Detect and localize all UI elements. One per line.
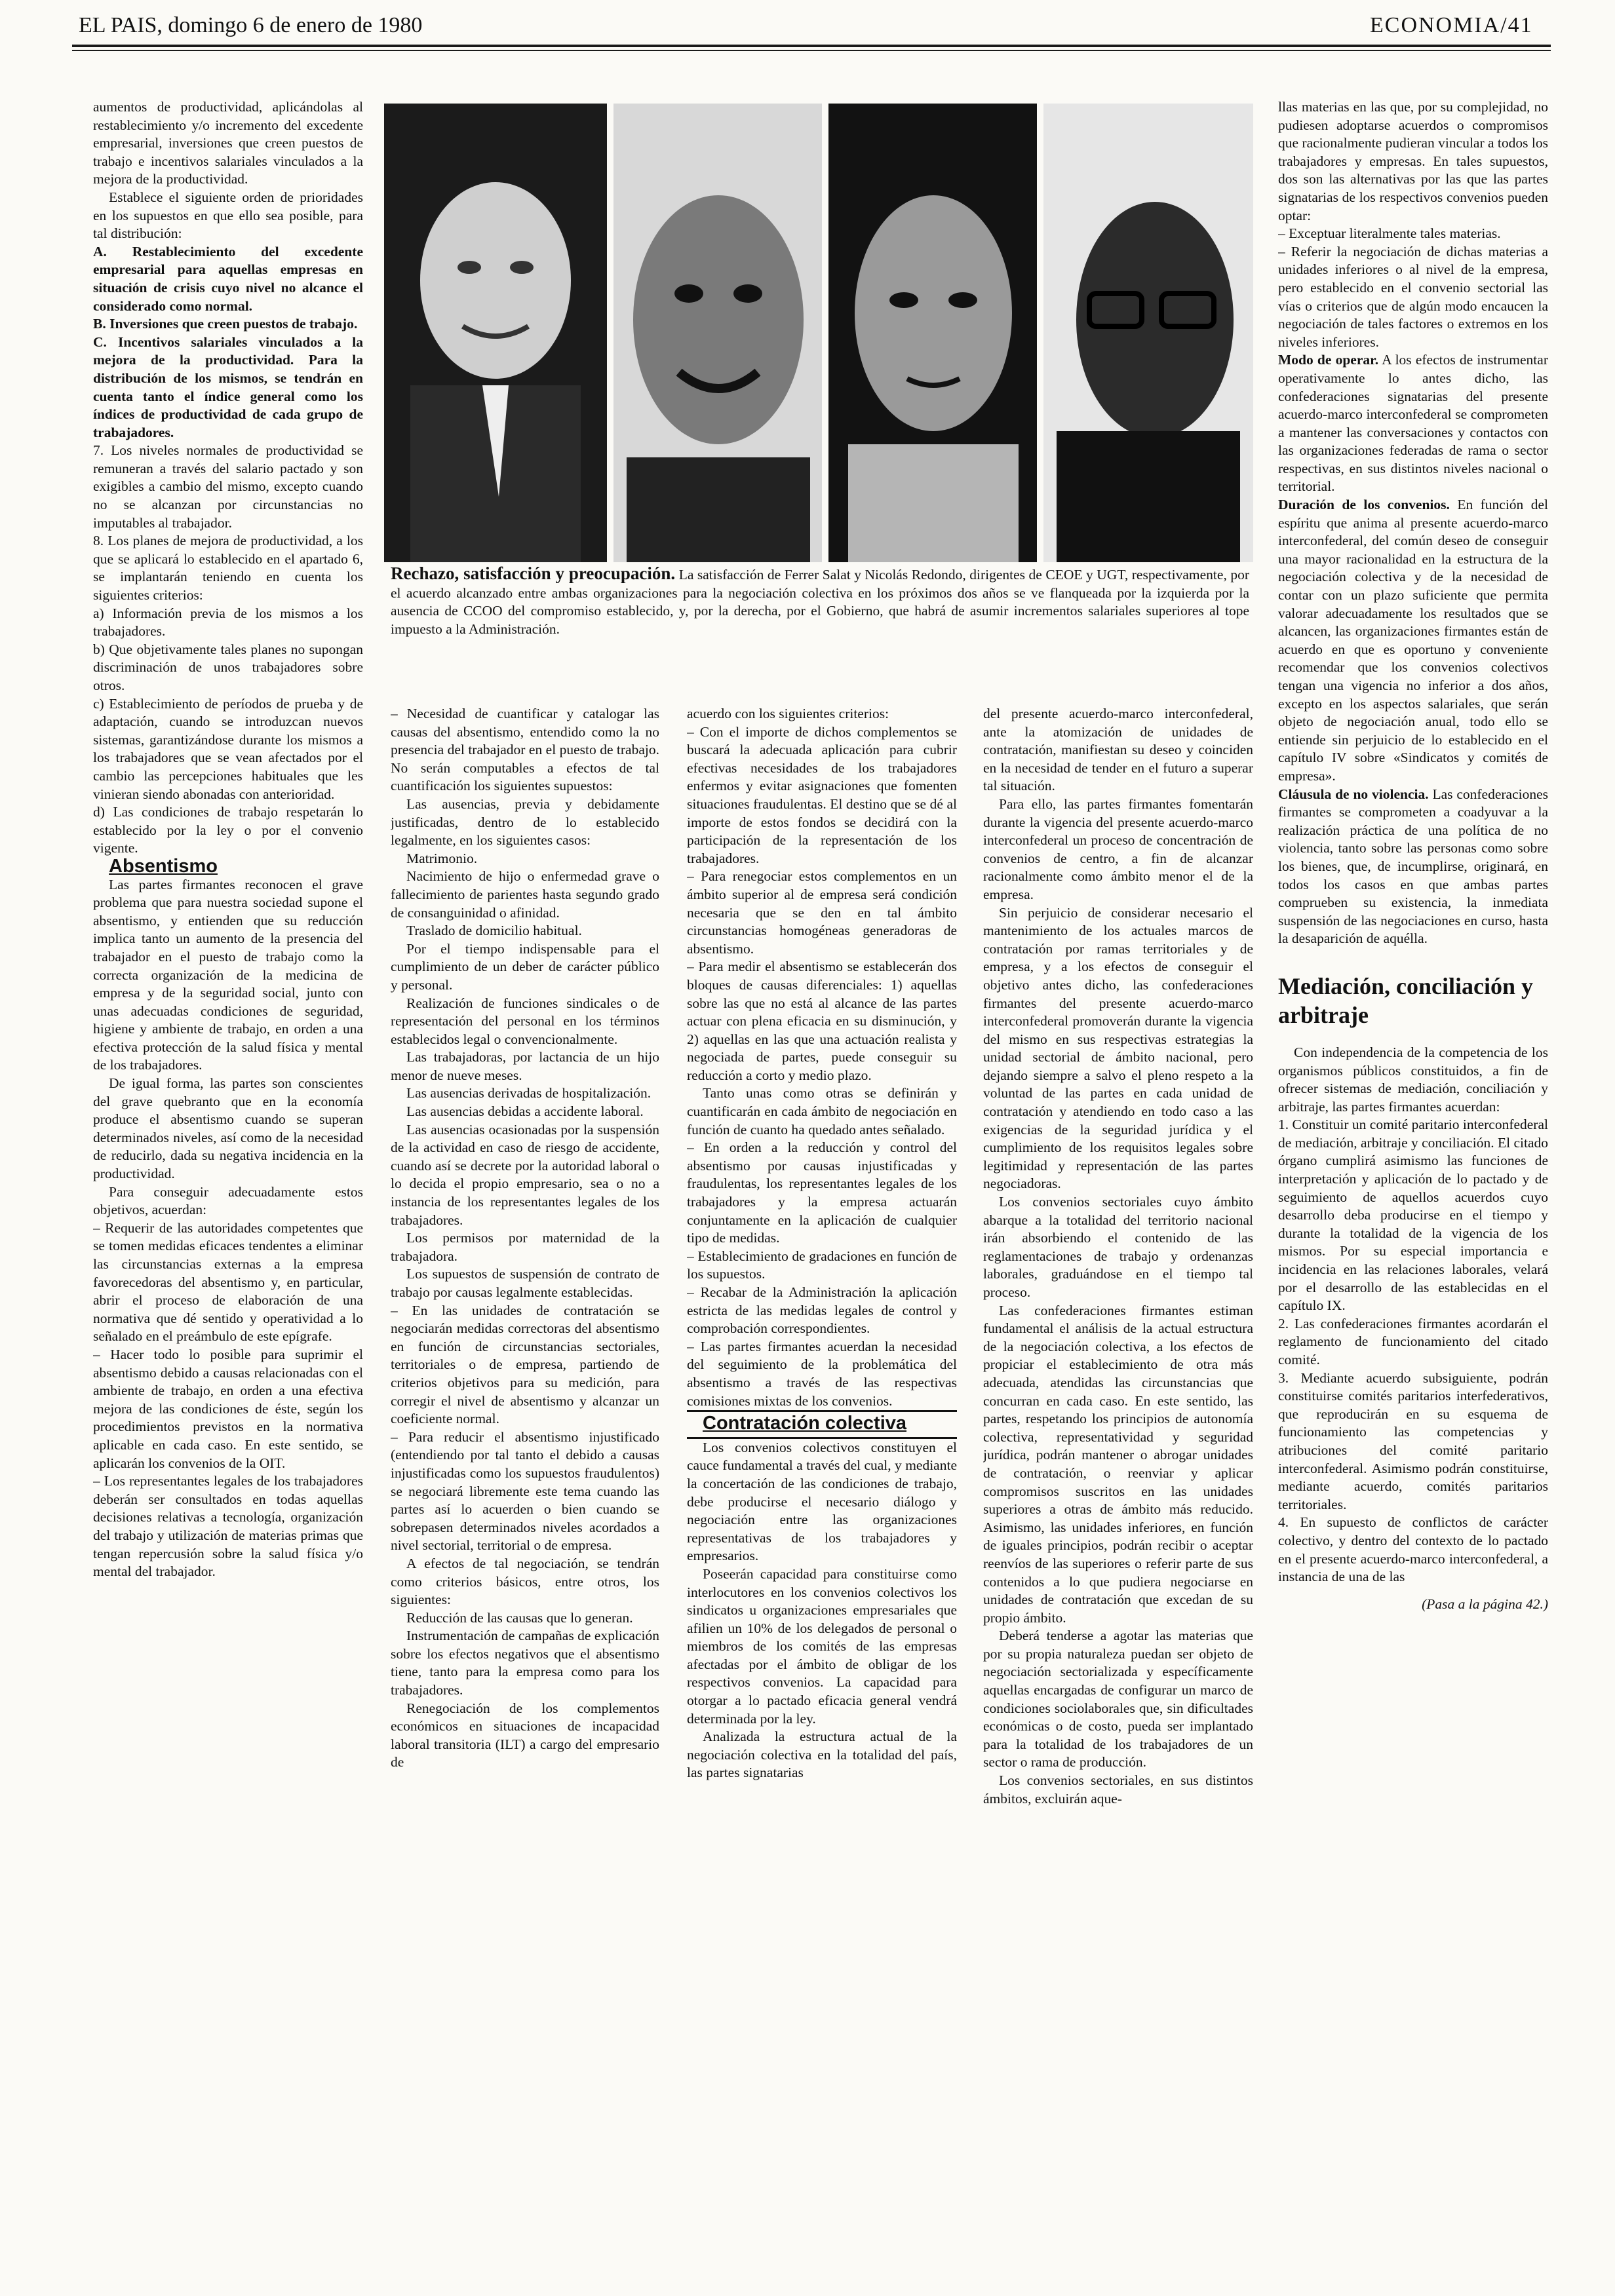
portrait-photo-2	[613, 104, 822, 562]
paragraph: Deberá tenderse a agotar las materias que por su propia naturaleza puedan ser objeto de negociación sectorializada y específicamente aquellas encargadas de configurar un marco de condiciones sociolaborales que, sin dificultades económicas o de costo, pueda ser implantado para la totalidad de los trabajadores de un sector o rama de producción.	[983, 1628, 1253, 1770]
portrait-photo-4	[1043, 104, 1253, 562]
paragraph: – Los representantes legales de los trabajadores deberán ser consultados en todas aquellas decisiones relativas a tecnología, organización del trabajo y utilización de materias primas que tengan repercusión sobre la salud física y/o mental del trabajador.	[93, 1473, 363, 1580]
paragraph: acuerdo con los siguientes criterios:	[687, 706, 889, 721]
paragraph: llas materias en las que, por su complejidad, no pudiesen adoptarse acuerdos o compromisos que racionalmente pudieran vincular a todos los trabajadores y empresas. En tales supuestos, dos son las alternativas por las que las partes signatarias de los respectivos convenios pueden optar:	[1278, 99, 1548, 223]
paragraph	[1278, 786, 1548, 948]
paragraph: – Las partes firmantes acuerdan la necesidad del seguimiento de la problemática del absentismo a través de las respectivas comisiones mixtas de los convenios.	[687, 1338, 957, 1409]
paragraph: Con independencia de la competencia de los organismos públicos constituidos, a fin de ofrecer sistemas de mediación, conciliación y arbitraje, las partes firmantes acuerdan:	[1278, 1044, 1548, 1115]
newspaper-date: EL PAIS, domingo 6 de enero de 1980	[79, 13, 423, 37]
header-rule-thin	[72, 50, 1551, 51]
paragraph: Los supuestos de suspensión de contrato de trabajo por causas legalmente establecidas.	[391, 1266, 659, 1300]
list-item: a) Información previa de los mismos a los trabajadores.	[93, 605, 363, 640]
paragraph: Las confederaciones firmantes estiman fundamental el análisis de la actual estructura de la negociación colectiva, a los efectos de propiciar el establecimiento de otra más adecuada, atendidas las circunstancias que concurran en cada caso. En este sentido, las partes, respetando los principios de autonomía colectiva, representatividad y seguridad jurídica, podrán mantener o abrogar unidades de contratación, o reenviar y aplicar compromisos suscritos en las unidades superiores a otras de ámbito más reducido. Asimismo, las unidades inferiores, en función de iguales principios, podrán recibir o aceptar reenvíos de las superiores o referir parte de sus contenidos a lo que pudiera negociarse en unidades de contratación que excedan de su propio ámbito.	[983, 1302, 1253, 1626]
paragraph: – Referir la negociación de dichas materias a unidades inferiores o al nivel de la empresa, pero establecido en el convenio sectorial las vías o criterios que de algún modo encaucen la negociación de tales factores o extremos en los niveles inferiores.	[1278, 243, 1548, 350]
list-item: c) Establecimiento de períodos de prueba y de adaptación, cuando se introduzcan nuevos sistemas, garantizándose durante los mismos a los trabajadores que se vean afectados por el cambio las percepciones habituales que les vinieran siendo abonadas con anterioridad.	[93, 695, 363, 802]
paragraph	[1278, 496, 1548, 786]
paragraph: – En orden a la reducción y control del absentismo por causas injustificadas y fraudulentas, los representantes legales de los trabajadores y la empresa actuarán conjuntamente en la aplicación de cualquier tipo de medidas.	[687, 1139, 957, 1246]
list-item: 7. Los niveles normales de productividad se remuneran a través del salario pactado y son exigibles a cambio del mismo, excepto cuando no se alcanzan por circunstancias no imputables al trabajador.	[93, 442, 363, 531]
paragraph: Los permisos por maternidad de la trabajadora.	[391, 1230, 659, 1264]
paragraph: – Para medir el absentismo se establecerán dos bloques de causas diferenciales: 1) aquellas sobre las que no está al alcance de las partes actuar con plena eficacia en su disminución, y 2) aquellas en las que una actuación realista y negociada de partes, puede conseguir su reducción a corto y medio plazo.	[687, 959, 957, 1083]
paragraph: Para conseguir adecuadamente estos objetivos, acuerdan:	[93, 1183, 363, 1218]
caption-title: Rechazo, satisfacción y preocupación.	[391, 564, 676, 583]
paragraph: – Establecimiento de gradaciones en función de los supuestos.	[687, 1248, 957, 1282]
paragraph: – Hacer todo lo posible para suprimir el absentismo debido a causas relacionadas con el ambiente de trabajo, en orden a una efectiva mejora de las condiciones de éste, según los procedimientos previstos en la normativa aplicable en cada caso. En este sentido, se aplicarán los convenios de la OIT.	[93, 1346, 363, 1471]
paragraph-text: En función del espíritu que anima al presente acuerdo-marco interconfederal, del común deseo de conseguir una mayor racionalidad en la estructura de la negociación colectiva y de la necesidad de contar con un plazo suficiente que permita valorar adecuadamente los resultados que se alcancen, las organizaciones firmantes están de acuerdo en que es oportuno y conveniente recomendar que los convenios colectivos tengan una vigencia no inferior a dos años, excepto en los aspectos salariales, que serán objeto de negociación anual, todo ello se entiende sin perjuicio de lo establecido en el capítulo IV sobre «Sindicatos y comités de empresa».	[1278, 497, 1548, 784]
list-item: B. Inversiones que creen puestos de trabajo.	[93, 316, 358, 332]
paragraph: Establece el siguiente orden de prioridades en los supuestos en que ello sea posible, para tal distribución:	[93, 189, 363, 242]
portrait-photo-3	[828, 104, 1037, 562]
section-page-label: ECONOMIA/41	[1370, 13, 1533, 37]
paragraph-text: Las confederaciones firmantes se comprometen a coadyuvar a la realización práctica de una política de no violencia, tanto sobre las personas como sobre los bienes, que, de incumplirse, originará, en todos los casos en que ambas partes comprueben su existencia, la inmediata suspensión de las negociaciones en curso, hasta la desaparición de aquélla.	[1278, 786, 1548, 947]
paragraph: Instrumentación de campañas de explicación sobre los efectos negativos que el absentismo tiene, tanto para la empresa como para los trabajadores.	[391, 1628, 659, 1698]
paragraph: Las ausencias, previa y debidamente justificadas, dentro de lo establecido legalmente, en los siguientes casos:	[391, 795, 659, 849]
portrait-3-image	[828, 104, 1037, 562]
portrait-photo-1	[384, 104, 607, 562]
column-1	[93, 98, 363, 2228]
portrait-4-image	[1043, 104, 1253, 562]
paragraph: Las ausencias debidas a accidente laboral.	[406, 1103, 644, 1120]
paragraph: Las partes firmantes reconocen el grave problema que para nuestra sociedad supone el absentismo, y entienden que su reducción implica tanto un aumento de la presencia del trabajador en el puesto de trabajo como la correcta organización de la medicina de empresa y de la seguridad social, junto con unas adecuadas condiciones de seguridad, higiene y ambiente de trabajo, en orden a una efectiva protección de la salud física y mental de los trabajadores.	[93, 876, 363, 1073]
column-3	[687, 705, 957, 2232]
paragraph: De igual forma, las partes son conscientes del grave quebranto que en la economía produce el absentismo cuando se superan determinados niveles, así como de la necesidad de reducirlo, dada su negativa incidencia en la productividad.	[93, 1075, 363, 1182]
paragraph: Los convenios sectoriales cuyo ámbito abarque a la totalidad del territorio nacional irán absorbiendo el contenido de las reglamentaciones de trabajo y ordenanzas laborales, graduándose en el tiempo tal proceso.	[983, 1194, 1253, 1300]
paragraph: Los convenios sectoriales, en sus distintos ámbitos, excluirán aque-	[983, 1772, 1253, 1807]
paragraph: Sin perjuicio de considerar necesario el mantenimiento de los actuales marcos de contratación por ramas territoriales y de empresa, y a los efectos de conseguir el objetivo antes dicho, las confederaciones firmantes del presente acuerdo-marco interconfederal promoverán durante la vigencia del mismo en sus respectivas estrategias la unidad sectorial de ámbito nacional, pero dejando siempre a salvo el pleno respeto a la voluntad de las partes en cada unidad de contratación y atendiendo en todo caso a las exigencias de la seguridad jurídica y el cumplimiento de los requisitos legales sobre legitimidad y representación de las partes negociadoras.	[983, 904, 1253, 1192]
paragraph: – Con el importe de dichos complementos se buscará la adecuada aplicación para cubrir efectivas necesidades de los trabajadores enfermos y evitar asignaciones que fomenten situaciones fraudulentas. El destino que se dé al importe de estos fondos se decidirá con la participación de la representación de los trabajadores.	[687, 723, 957, 866]
list-item: A. Restablecimiento del excedente empresarial para aquellas empresas en situación de crisis cuyo nivel no alcance el considerado como normal.	[93, 243, 363, 314]
run-in-heading: Cláusula de no violencia.	[1278, 786, 1429, 802]
paragraph: Las trabajadoras, por lactancia de un hijo menor de nueve meses.	[391, 1049, 659, 1083]
header-rule	[72, 45, 1551, 47]
caption-text: La satisfacción de Ferrer Salat y Nicolás Redondo, dirigentes de CEOE y UGT, respectivamente, por el acuerdo alcanzado entre ambas organizaciones para la negociación colectiva en los próximos dos años se ve flanqueada por la izquierda por la ausencia de CCOO del compromiso establecido, y, por la derecha, por el Gobierno, que habrá de asumir incrementos salariales superiores al tope impuesto a la Administración.	[391, 567, 1249, 637]
heading-mediacion: Mediación, conciliación y arbitraje	[1278, 972, 1533, 1028]
paragraph: A efectos de tal negociación, se tendrán como criterios básicos, entre otros, los siguientes:	[391, 1555, 659, 1608]
portrait-2-image	[613, 104, 822, 562]
paragraph: Los convenios colectivos constituyen el cauce fundamental a través del cual, y mediante la concertación de las condiciones de trabajo, debe producirse el necesario diálogo y negociación entre las organizaciones representativas de los trabajadores y empresarios.	[687, 1439, 957, 1564]
paragraph: – Recabar de la Administración la aplicación estricta de las medidas legales de control y comprobación correspondientes.	[687, 1284, 957, 1337]
continued-note[interactable]: (Pasa a la página 42.)	[1422, 1596, 1548, 1612]
paragraph: Matrimonio.	[406, 850, 478, 866]
photo-caption	[391, 565, 1249, 638]
subheading-contratacion: Contratación colectiva	[687, 1410, 957, 1439]
paragraph: Por el tiempo indispensable para el cumplimiento de un deber de carácter público y personal.	[391, 940, 659, 993]
paragraph: Las ausencias ocasionadas por la suspensión de la actividad en caso de riesgo de accidente, cuando así se decrete por la autoridad laboral o lo decida el propio empresario, sea o no a instancia de los representantes legales de los trabajadores.	[391, 1121, 659, 1228]
list-item: 2. Las confederaciones firmantes acordarán el reglamento de funcionamiento del citado comité.	[1278, 1315, 1548, 1368]
run-in-heading: Duración de los convenios.	[1278, 497, 1450, 513]
paragraph: – Exceptuar literalmente tales materias.	[1278, 225, 1501, 242]
list-item: 3. Mediante acuerdo subsiguiente, podrán constituirse comités paritarios interfederativos, que reproducirán en su esquema de funcionamiento las competencias y atribuciones del comité paritario interconfederal. Asimismo podrán constituirse, mediante acuerdo, comités paritarios territoriales.	[1278, 1369, 1548, 1512]
portrait-1-image	[384, 104, 607, 562]
paragraph: Reducción de las causas que lo generan.	[406, 1609, 633, 1626]
list-item: b) Que objetivamente tales planes no supongan discriminación de unos trabajadores sobre otros.	[93, 641, 363, 693]
list-item: C. Incentivos salariales vinculados a la mejora de la productividad. Para la distribución de los mismos, se tendrán en cuenta tanto el índice general como los índices de productividad de cada grupo de trabajadores.	[93, 334, 363, 440]
paragraph: Realización de funciones sindicales o de representación del personal en los términos establecidos legal o convencionalmente.	[391, 995, 659, 1047]
run-in-heading: Modo de operar.	[1278, 352, 1379, 368]
paragraph: Tanto unas como otras se definirán y cuantificarán en cada ámbito de negociación en función de cuanto ha quedado antes señalado.	[687, 1085, 957, 1138]
column-5	[1278, 98, 1548, 2228]
list-item: d) Las condiciones de trabajo respetarán lo establecido por la ley o por el convenio vigente.	[93, 804, 363, 856]
paragraph: Analizada la estructura actual de la negociación colectiva en la totalidad del país, las partes signatarias	[687, 1729, 957, 1781]
paragraph-text: A los efectos de instrumentar operativamente lo antes dicho, las confederaciones signatarias del presente acuerdo-marco interconfederal se comprometen a mantener las conversaciones y contactos con las organizaciones federadas de rama o sector respectivas, en sus distintos niveles nacional o territorial.	[1278, 352, 1548, 495]
paragraph: Las ausencias derivadas de hospitalización.	[406, 1085, 652, 1101]
list-item: 4. En supuesto de conflictos de carácter colectivo, y dentro del contexto de lo pactado en el presente acuerdo-marco interconfederal, a instancia de una de las	[1278, 1514, 1548, 1585]
column-4	[983, 705, 1253, 2232]
paragraph: – En las unidades de contratación se negociarán medidas correctoras del absentismo en función de circunstancias sectoriales, territoriales o de empresa, partiendo de criterios objetivos para su medición, para corregir el nivel de absentismo y alcanzar un coeficiente normal.	[391, 1302, 659, 1427]
paragraph: del presente acuerdo-marco interconfederal, ante la atomización de unidades de contratación, manifiestan su deseo y coinciden en la necesidad de tender en el futuro a superar tal situación.	[983, 706, 1253, 794]
paragraph: – Necesidad de cuantificar y catalogar las causas del absentismo, entendido como la no presencia del trabajador en el puesto de trabajo. No serán computables a efectos de tal cuantificación los siguientes supuestos:	[391, 706, 659, 794]
paragraph: Renegociación de los complementos económicos en situaciones de incapacidad laboral transitoria (ILT) a cargo del empresario de	[391, 1700, 659, 1770]
paragraph: Traslado de domicilio habitual.	[406, 923, 582, 939]
subheading-absentismo: Absentismo	[109, 855, 218, 877]
paragraph: Para ello, las partes firmantes fomentarán durante la vigencia del presente acuerdo-marco interconfederal un proceso de concentración de convenios de centro, a fin de alcanzar racionalmente como ámbito menor el de la empresa.	[983, 795, 1253, 902]
column-2	[391, 705, 659, 2232]
paragraph: – Para reducir el absentismo injustificado (entendiendo por tal tanto el debido a causas injustificadas como los supuestos fraudulentos) se negociará libremente este tema cuando las partes así lo acuerden o bien cuando se sobrepasen determinados niveles acordados a nivel sectorial, territorial o de empresa.	[391, 1428, 659, 1554]
paragraph: Poseerán capacidad para constituirse como interlocutores en los convenios colectivos los sindicatos u organizaciones empresariales que afilien un 10% de los delegados de personal o miembros de los comités de las empresas afectadas por el ámbito de obligar de los respectivos convenios. La capacidad para otorgar a lo pactado eficacia general vendrá determinada por la ley.	[687, 1565, 957, 1727]
paragraph: Nacimiento de hijo o enfermedad grave o fallecimiento de parientes hasta segundo grado de consanguinidad o afinidad.	[391, 868, 659, 921]
paragraph: aumentos de productividad, aplicándolas al restablecimiento y/o incremento del excedente empresarial, inversiones que creen puestos de trabajo e incentivos salariales vinculados a la mejora de la productividad.	[93, 99, 363, 187]
list-item: 1. Constituir un comité paritario interconfederal de mediación, arbitraje y conciliación. El citado órgano cumplirá asimismo las funciones de interpretación y aplicación de lo pactado y de seguimiento de aquellos acuerdos cuyo desarrollo deba producirse en el tiempo y durante la totalidad de la vigencia de los mismos. Por su especial importancia e incidencia en las relaciones laborales, velará por el desarrollo de las establecidas en el capítulo IX.	[1278, 1117, 1548, 1314]
paragraph: – Requerir de las autoridades competentes que se tomen medidas eficaces tendentes a eliminar las circunstancias externas a la empresa favorecedoras del absentismo y, en particular, abrir el proceso de elaboración de una normativa que dé sentido y operatividad a lo señalado en el preámbulo de este epígrafe.	[93, 1219, 363, 1345]
paragraph: – Para renegociar estos complementos en un ámbito superior al de empresa será condición necesaria que se den en tal ámbito circunstancias homogéneas generadoras de absentismo.	[687, 868, 957, 957]
paragraph	[1278, 351, 1548, 496]
list-item: 8. Los planes de mejora de productividad, a los que se aplicará lo establecido en el apartado 6, se implantarán teniendo en cuenta los siguientes criterios:	[93, 533, 363, 603]
